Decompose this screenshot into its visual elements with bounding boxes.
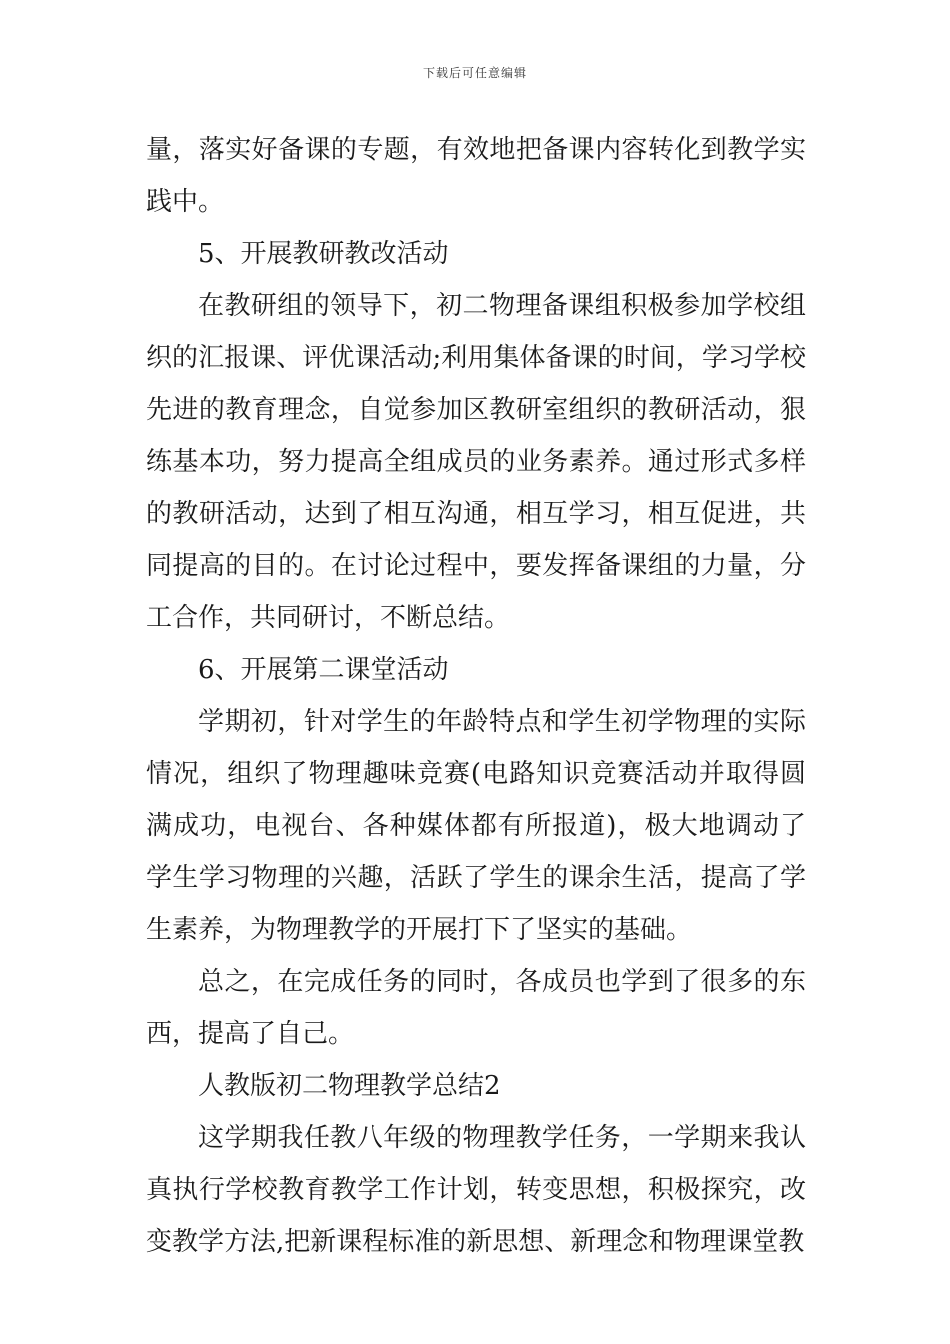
document-body — [146, 124, 806, 1268]
document-subtitle: 人教版初二物理教学总结2 — [198, 1071, 501, 1101]
paragraph-teaching-research: 在教研组的领导下，初二物理备课组积极参加学校组织的汇报课、评优课活动;利用集体备课的时间，学习学校先进的教育理念，自觉参加区教研室组织的教研活动，狠练基本功，努力提高全组成员的业务素养。通过形式多样的教研活动，达到了相互沟通，相互学习，相互促进，共同提高的目的。在讨论过程中，要发挥备课组的力量，分工合作，共同研讨，不断总结。 — [146, 291, 806, 633]
page-header: 下载后可任意编辑 — [422, 66, 527, 80]
paragraph-intro: 这学期我任教八年级的物理教学任务，一学期来我认真执行学校教育教学工作计划，转变思想，积极探究，改变教学方法,把新课程标准的新思想、新理念和物理课堂教 — [146, 1123, 806, 1257]
section-heading-second-classroom: 6、开展第二课堂活动 — [198, 655, 449, 685]
section-heading-teaching-research: 5、开展教研教改活动 — [198, 239, 449, 269]
paragraph-conclusion: 总之，在完成任务的同时，各成员也学到了很多的东西，提高了自己。 — [146, 967, 806, 1049]
paragraph-continuation: 量，落实好备课的专题，有效地把备课内容转化到教学实践中。 — [146, 135, 806, 217]
paragraph-second-classroom: 学期初，针对学生的年龄特点和学生初学物理的实际情况，组织了物理趣味竞赛(电路知识竞赛活动并取得圆满成功，电视台、各种媒体都有所报道)，极大地调动了学生学习物理的兴趣，活跃了学生的课余生活，提高了学生素养，为物理教学的开展打下了坚实的基础。 — [146, 707, 806, 945]
